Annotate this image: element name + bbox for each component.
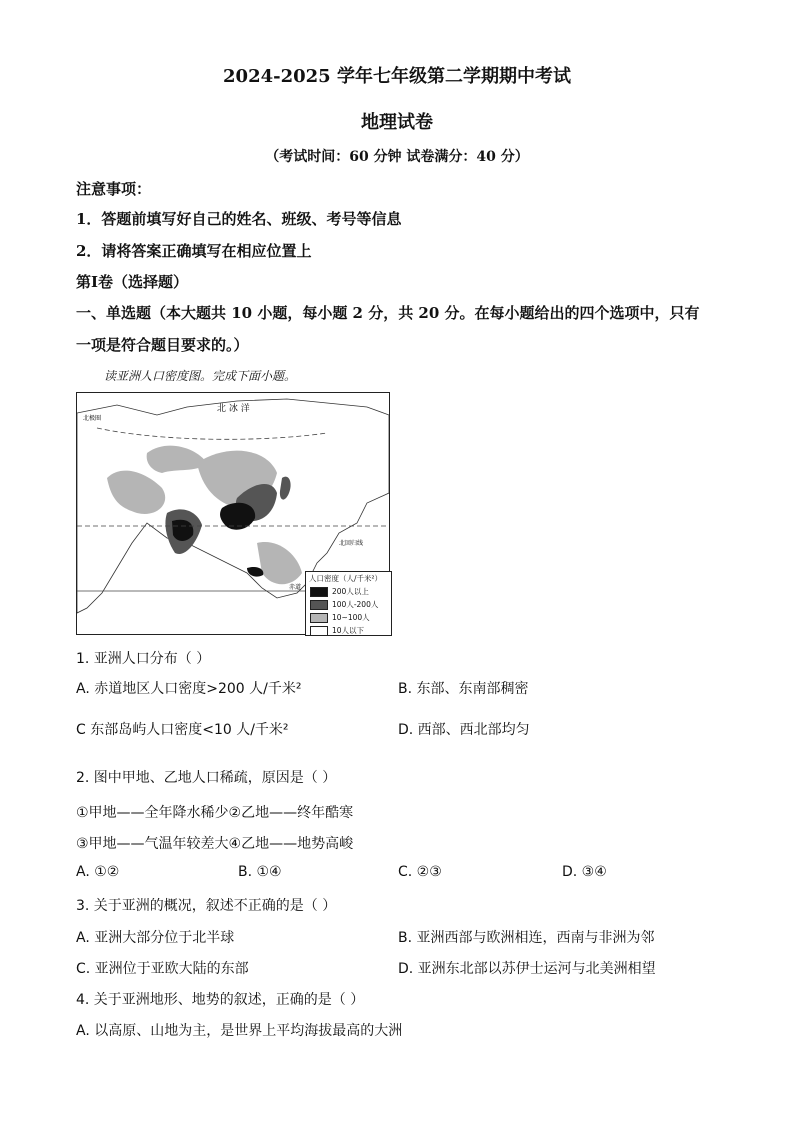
legend-swatch — [310, 613, 328, 623]
notes-heading: 注意事项： — [76, 180, 152, 198]
section-instruction-line1: 一、单选题（本大题共 10 小题，每小题 2 分，共 20 分。在每小题给出的四个选项中，只有 — [76, 304, 700, 322]
q3-option-c: C. 亚洲位于亚欧大陆的东部 — [76, 961, 249, 977]
q1-option-d: D. 西部、西北部均匀 — [398, 722, 530, 738]
legend-label: 10人以下 — [332, 626, 365, 635]
legend-swatch — [310, 626, 328, 636]
q3-stem: 3. 关于亚洲的概况，叙述不正确的是（ ） — [76, 898, 337, 914]
q2-option-c: C. ②③ — [398, 864, 442, 880]
q3-option-b: B. 亚洲西部与欧洲相连，西南与非洲为邻 — [398, 930, 655, 946]
q2-statement-2: ③甲地——气温年较差大④乙地——地势高峻 — [76, 836, 354, 852]
part-heading: 第Ⅰ卷（选择题） — [76, 273, 189, 291]
exam-info: （考试时间：60 分钟 试卷满分：40 分） — [265, 149, 529, 165]
legend-title: 人口密度（人/千米²） — [309, 574, 383, 583]
map-intro: 读亚洲人口密度图。完成下面小题。 — [104, 369, 297, 383]
asia-population-map — [76, 392, 390, 635]
q2-stem: 2. 图中甲地、乙地人口稀疏，原因是（ ） — [76, 770, 337, 786]
note-item-2: 2．请将答案正确填写在相应位置上 — [76, 242, 312, 260]
legend-swatch — [310, 600, 328, 610]
note-item-1: 1．答题前填写好自己的姓名、班级、考号等信息 — [76, 210, 402, 228]
q3-option-d: D. 亚洲东北部以苏伊士运河与北美洲相望 — [398, 961, 656, 977]
arctic-label: 北极圈 — [83, 415, 102, 422]
legend-label: 200人以上 — [332, 587, 369, 596]
legend-swatch — [310, 587, 328, 597]
exam-subtitle: 地理试卷 — [361, 112, 433, 133]
q2-option-a: A. ①② — [76, 864, 120, 880]
q1-stem: 1. 亚洲人口分布（ ） — [76, 651, 211, 667]
map-legend — [305, 571, 392, 636]
equator-label: 赤道 — [289, 584, 302, 591]
q1-option-b: B. 东部、东南部稠密 — [398, 681, 529, 697]
q4-option-a: A. 以高原、山地为主，是世界上平均海拔最高的大洲 — [76, 1023, 403, 1039]
section-instruction-line2: 一项是符合题目要求的。） — [76, 336, 249, 354]
q2-statement-1: ①甲地——全年降水稀少②乙地——终年酷寒 — [76, 805, 354, 821]
legend-entry — [306, 585, 391, 598]
legend-label: 10~100人 — [332, 613, 370, 622]
q1-option-a: A. 赤道地区人口密度>200 人/千米² — [76, 681, 302, 697]
q1-option-c: C 东部岛屿人口密度<10 人/千米² — [76, 722, 289, 738]
q2-option-b: B. ①④ — [238, 864, 282, 880]
tropic-label: 北回归线 — [339, 540, 364, 547]
legend-entry — [306, 598, 391, 611]
q3-option-a: A. 亚洲大部分位于北半球 — [76, 930, 235, 946]
legend-entry — [306, 624, 391, 637]
q2-option-d: D. ③④ — [562, 864, 607, 880]
ocean-label: 北 冰 洋 — [217, 404, 250, 414]
exam-title: 2024-2025 学年七年级第二学期期中考试 — [223, 66, 571, 87]
legend-label: 100人-200人 — [332, 600, 379, 609]
legend-entry — [306, 611, 391, 624]
q4-stem: 4. 关于亚洲地形、地势的叙述，正确的是（ ） — [76, 992, 365, 1008]
